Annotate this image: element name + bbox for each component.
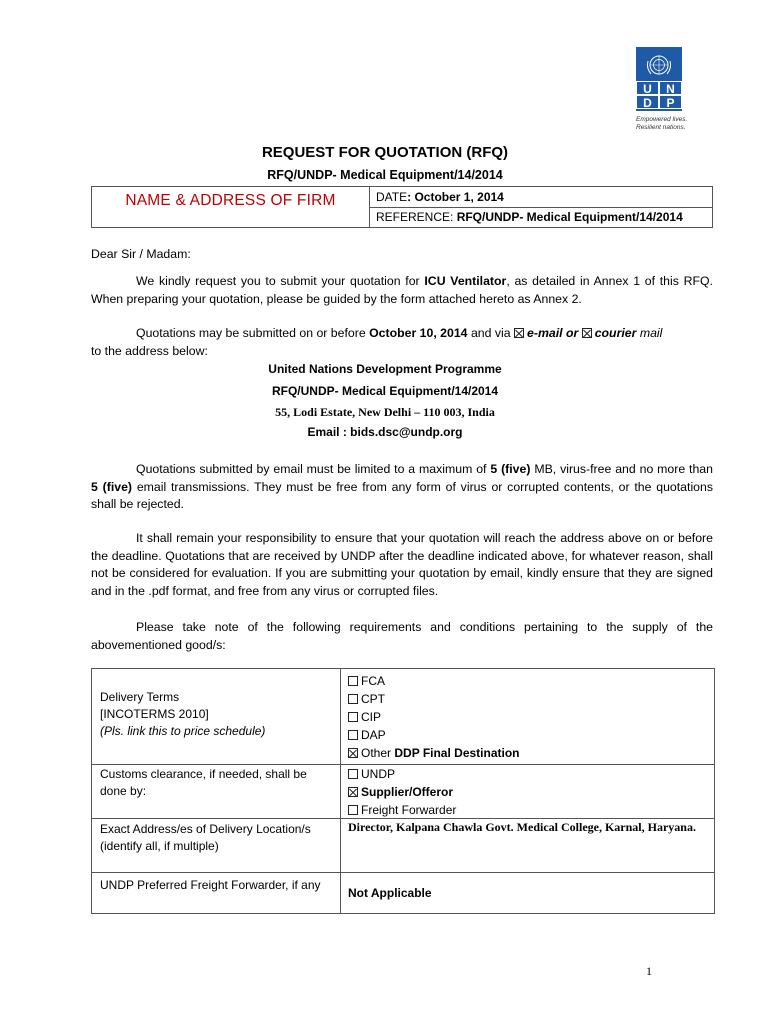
undp-logo-box: [636, 47, 682, 111]
option-supplier[interactable]: Supplier/Offeror: [348, 783, 456, 801]
cpt-checkbox[interactable]: [348, 694, 358, 704]
un-emblem-icon: [645, 51, 673, 79]
undp-logo: [636, 47, 688, 132]
courier-checkbox[interactable]: [582, 328, 592, 338]
document-title: REQUEST FOR QUOTATION (RFQ): [261, 144, 509, 161]
freight-forwarder-checkbox[interactable]: [348, 805, 358, 815]
customs-label: Customs clearance, if needed, shall be done by:: [100, 767, 307, 798]
paragraph-request: [91, 273, 713, 308]
email-option: e-mail or: [527, 326, 582, 340]
fca-checkbox[interactable]: [348, 676, 358, 686]
other-checkbox[interactable]: [348, 748, 358, 758]
text-run: MB, virus-free and no more than: [530, 462, 713, 476]
document-subtitle: RFQ/UNDP- Medical Equipment/14/2014: [267, 168, 503, 182]
text-run: email transmissions. They must be free from any form of virus or corrupted contents, or the quotations shall be rejected.: [91, 479, 713, 511]
option-cip[interactable]: CIP: [348, 708, 520, 726]
date-value: : October 1, 2014: [407, 190, 504, 204]
option-other[interactable]: Other DDP Final Destination: [348, 744, 520, 762]
firm-name-placeholder: NAME & ADDRESS OF FIRM: [125, 192, 336, 209]
supplier-checkbox[interactable]: [348, 787, 358, 797]
limit-value: 5 (five): [91, 479, 133, 494]
paragraph-email-limits: [91, 461, 713, 514]
freight-forwarder-value: Not Applicable: [348, 886, 432, 900]
logo-letter: U: [636, 81, 659, 95]
other-value: DDP Final Destination: [394, 746, 520, 760]
option-fca[interactable]: FCA: [348, 672, 520, 690]
delivery-address-label: Exact Address/es of Delivery Location/s (identify all, if multiple): [100, 822, 311, 853]
label-line: Delivery Terms: [100, 690, 180, 704]
text-run: , as detailed in Annex 1 of this RFQ. When preparing your quotation, please be guided by the form attached hereto as Annex 2.: [91, 274, 713, 306]
requirements-table: [91, 668, 715, 914]
date-reference-cell: [370, 187, 712, 227]
tagline-line: Resilient nations.: [636, 124, 686, 131]
label-line: (Pls. link this to price schedule): [100, 724, 266, 738]
delivery-terms-options: [348, 672, 520, 762]
logo-letter: N: [659, 81, 682, 95]
address-street: 55, Lodi Estate, New Delhi – 110 003, India: [275, 405, 495, 419]
freight-forwarder-label: UNDP Preferred Freight Forwarder, if any: [100, 878, 321, 892]
product-name: ICU Ventilator: [424, 274, 507, 288]
limit-value: 5 (five): [490, 462, 531, 476]
text-run: mail: [636, 326, 663, 340]
logo-letter: P: [659, 95, 682, 109]
date-label: DATE: [376, 190, 408, 204]
text-run: Quotations submitted by email must be limited to a maximum of: [136, 462, 491, 476]
paragraph-requirements-intro: [91, 619, 713, 654]
option-cpt[interactable]: CPT: [348, 690, 520, 708]
address-email: Email : bids.dsc@undp.org: [307, 425, 463, 439]
undp-checkbox[interactable]: [348, 769, 358, 779]
text-run: It shall remain your responsibility to ensure that your quotation will reach the address above on or before the deadline. Quotations that are received by UNDP after the deadline indicated above, for whatever reason, shall not be considered for evaluation. If you are submitting your quotation by email, kindly ensure that they are signed and in the .pdf format, and free from any virus or corrupted files.: [91, 531, 713, 598]
salutation: Dear Sir / Madam:: [91, 247, 191, 261]
undp-letters: [636, 81, 682, 109]
firm-cell: [92, 187, 370, 227]
courier-option: courier: [594, 326, 637, 340]
option-freight-forwarder[interactable]: Freight Forwarder: [348, 801, 456, 819]
deadline-date: October 10, 2014: [369, 326, 468, 340]
text-run: and via: [467, 326, 515, 340]
logo-tagline: [636, 116, 688, 132]
cip-checkbox[interactable]: [348, 712, 358, 722]
dap-checkbox[interactable]: [348, 730, 358, 740]
text-run: Quotations may be submitted on or before: [136, 326, 370, 340]
tagline-line: Empowered lives.: [636, 116, 688, 123]
customs-options: [348, 765, 456, 819]
page-number: 1: [646, 964, 652, 978]
text-run: to the address below:: [91, 343, 208, 358]
reference-row: [370, 207, 712, 227]
reference-label: REFERENCE:: [376, 210, 457, 224]
address-org: United Nations Development Programme: [268, 362, 502, 376]
paragraph-submission: [91, 325, 713, 360]
firm-info-table: [91, 186, 713, 228]
delivery-address-value: Director, Kalpana Chawla Govt. Medical College, Karnal, Haryana.: [348, 820, 696, 834]
option-undp[interactable]: UNDP: [348, 765, 456, 783]
address-ref: RFQ/UNDP- Medical Equipment/14/2014: [271, 384, 499, 398]
option-dap[interactable]: DAP: [348, 726, 520, 744]
text-run: Please take note of the following requirements and conditions pertaining to the supply of the abovementioned good/s:: [91, 620, 713, 652]
date-row: [370, 187, 712, 208]
delivery-terms-label: [100, 689, 336, 740]
email-checkbox[interactable]: [514, 328, 524, 338]
label-line: [INCOTERMS 2010]: [100, 707, 209, 721]
reference-value: RFQ/UNDP- Medical Equipment/14/2014: [456, 210, 683, 224]
logo-letter: D: [636, 95, 659, 109]
text-run: We kindly request you to submit your quotation for: [136, 274, 425, 288]
paragraph-responsibility: [91, 530, 713, 600]
